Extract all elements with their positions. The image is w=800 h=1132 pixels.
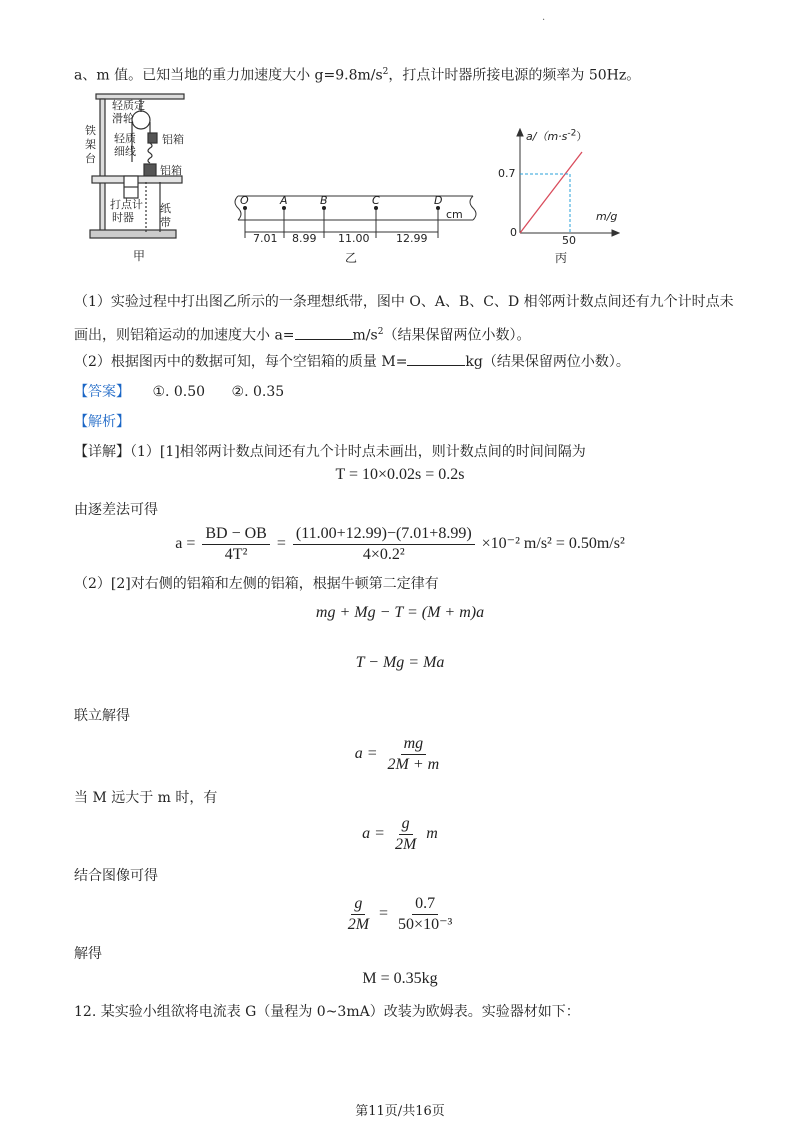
eq-solve-frac bbox=[385, 734, 443, 775]
label-stand-2: 架 bbox=[85, 138, 96, 151]
eq-graph-frac2 bbox=[395, 894, 455, 935]
tape-point-D: D bbox=[434, 194, 443, 207]
label-tape-1: 纸 bbox=[160, 202, 171, 215]
graph-x-tick: 50 bbox=[562, 234, 576, 247]
eq-graph bbox=[0, 894, 800, 935]
eq-graph-eq: = bbox=[379, 905, 389, 923]
eq-approx-lhs: a = bbox=[362, 825, 385, 843]
label-tape-2: 带 bbox=[160, 216, 171, 229]
graph-y-label-text: a/（m·s bbox=[526, 130, 568, 143]
eq-a-f2-num: (11.00+12.99)−(7.01+8.99) bbox=[293, 524, 475, 545]
eq-newton-1: mg + Mg − T = (M + m)a bbox=[315, 604, 485, 621]
q2-line-b: kg（结果保留两位小数）。 bbox=[465, 354, 630, 370]
detail-text: （1）[1]相邻两计数点间还有九个计时点未画出，则计数点间的时间间隔为 bbox=[130, 444, 586, 460]
tape-seg-3: 11.00 bbox=[338, 232, 370, 245]
answer-1: ①. 0.50 bbox=[152, 384, 206, 400]
step-diff: 由逐差法可得 bbox=[74, 502, 158, 518]
eq-graph-den1: 2M bbox=[347, 916, 370, 933]
step-approx: 当 M 远大于 m 时，有 bbox=[74, 790, 218, 806]
tape-point-B: B bbox=[320, 194, 328, 207]
answer-line bbox=[74, 382, 284, 402]
eq-a-frac1 bbox=[202, 524, 269, 565]
eq-period: T = 10×0.02s = 0.2s bbox=[335, 466, 465, 483]
intro-text: a、m 值。已知当地的重力加速度大小 g=9.8m/s bbox=[74, 67, 383, 84]
label-pulley-2: 滑轮 bbox=[112, 112, 134, 125]
eq-solve-den: 2M + m bbox=[387, 756, 440, 773]
eq-graph-den2: 50×10⁻³ bbox=[398, 916, 453, 933]
label-pulley-1: 轻质定 bbox=[112, 99, 145, 112]
eq-graph-frac1 bbox=[345, 894, 372, 935]
intro-line: a、m 值。已知当地的重力加速度大小 $g=9.8m/s^2$，打点计时器所接电源的频率为 50Hz。 bbox=[74, 67, 641, 84]
eq-a-frac2 bbox=[293, 524, 475, 565]
eq-solve bbox=[0, 734, 800, 775]
tape-seg-4: 12.99 bbox=[396, 232, 428, 245]
tape-seg-2: 8.99 bbox=[292, 232, 317, 245]
q1-line2-c: （结果保留两位小数）。 bbox=[383, 327, 531, 344]
tape-seg-1: 7.01 bbox=[253, 232, 278, 245]
label-stand-3: 台 bbox=[85, 152, 96, 165]
tape-point-A: A bbox=[280, 194, 288, 207]
q2-line bbox=[74, 352, 630, 372]
header-mark: . bbox=[542, 12, 546, 23]
graph-y-label bbox=[526, 128, 587, 144]
eq-acceleration bbox=[0, 524, 800, 565]
eq-graph-num2: 0.7 bbox=[412, 894, 438, 915]
graph-y-label-end: ） bbox=[576, 130, 588, 143]
eq-a-tail: ×10⁻² m/s² = 0.50m/s² bbox=[481, 535, 625, 553]
eq-a-f1-num: BD − OB bbox=[202, 524, 269, 545]
eq-a-eq: = bbox=[276, 535, 286, 553]
label-timer-2: 时器 bbox=[112, 211, 134, 224]
graph-x-label: m/g bbox=[596, 210, 618, 223]
graph-y-tick: 0.7 bbox=[498, 167, 516, 180]
eq-newton-2: T − Mg = Ma bbox=[355, 654, 445, 671]
tape-point-O: O bbox=[240, 194, 249, 207]
analysis-tag: 【解析】 bbox=[74, 414, 130, 430]
eq-approx bbox=[0, 814, 800, 855]
q2-line-a: （2）根据图丙中的数据可知，每个空铝箱的质量 M= bbox=[74, 354, 408, 370]
eq-mass: M = 0.35kg bbox=[362, 970, 438, 987]
detail-line bbox=[74, 442, 586, 462]
eq-approx-num: g bbox=[399, 814, 413, 835]
label-box-right: 铝箱 bbox=[160, 164, 182, 177]
next-question: 12. 某实验小组欲将电流表 G（量程为 0~3mA）改装为欧姆表。实验器材如下： bbox=[74, 1004, 580, 1020]
caption-bing: 丙 bbox=[555, 251, 568, 265]
label-box-top: 铝箱 bbox=[162, 133, 184, 146]
tape-point-C: C bbox=[372, 194, 380, 207]
caption-jia: 甲 bbox=[133, 249, 146, 263]
q1-line2-b: m/s bbox=[352, 327, 378, 344]
eq-solve-lhs: a = bbox=[354, 745, 378, 763]
label-rope-1: 轻质 bbox=[114, 132, 136, 145]
intro-suffix: ，打点计时器所接电源的频率为 50Hz。 bbox=[388, 67, 641, 84]
eq-approx-frac bbox=[392, 814, 419, 855]
page-footer: 第11页/共16页 bbox=[355, 1104, 445, 1119]
eq-solve-num: mg bbox=[401, 734, 427, 755]
eq-approx-den: 2M bbox=[394, 836, 417, 853]
q2-blank bbox=[407, 353, 465, 366]
answer-2: ②. 0.35 bbox=[231, 384, 285, 400]
eq-graph-num1: g bbox=[351, 894, 365, 915]
caption-yi: 乙 bbox=[345, 251, 358, 265]
graph-y-label-exp: -2 bbox=[567, 128, 577, 139]
label-timer-1: 打点计 bbox=[110, 198, 143, 211]
q1-line2: 画出，则铝箱运动的加速度大小 $a= m/s^2$（结果保留两位小数）。 bbox=[74, 327, 531, 344]
step-graph: 结合图像可得 bbox=[74, 868, 158, 884]
step-newton: （2）[2]对右侧的铝箱和左侧的铝箱，根据牛顿第二定律有 bbox=[74, 576, 439, 592]
eq-a-f1-den: 4T² bbox=[224, 546, 248, 563]
label-rope-2: 细线 bbox=[114, 145, 136, 158]
q1-line2-a: 画出，则铝箱运动的加速度大小 a= bbox=[74, 327, 295, 344]
answer-tag: 【答案】 bbox=[74, 384, 130, 400]
step-result: 解得 bbox=[74, 946, 102, 962]
step-solve: 联立解得 bbox=[74, 708, 130, 724]
eq-a-lhs: a = bbox=[175, 535, 196, 553]
tape-unit: cm bbox=[446, 208, 463, 221]
q1-line1: （1）实验过程中打出图乙所示的一条理想纸带，图中 O、A、B、C、D 相邻两计数点间还有九个计时点未 bbox=[74, 294, 734, 310]
label-stand-1: 铁 bbox=[85, 124, 96, 137]
graph-origin: 0 bbox=[510, 226, 517, 239]
q1-blank bbox=[295, 327, 353, 340]
eq-approx-tail: m bbox=[426, 825, 438, 843]
detail-tag: 【详解】 bbox=[74, 444, 130, 460]
eq-a-f2-den: 4×0.2² bbox=[362, 546, 405, 563]
